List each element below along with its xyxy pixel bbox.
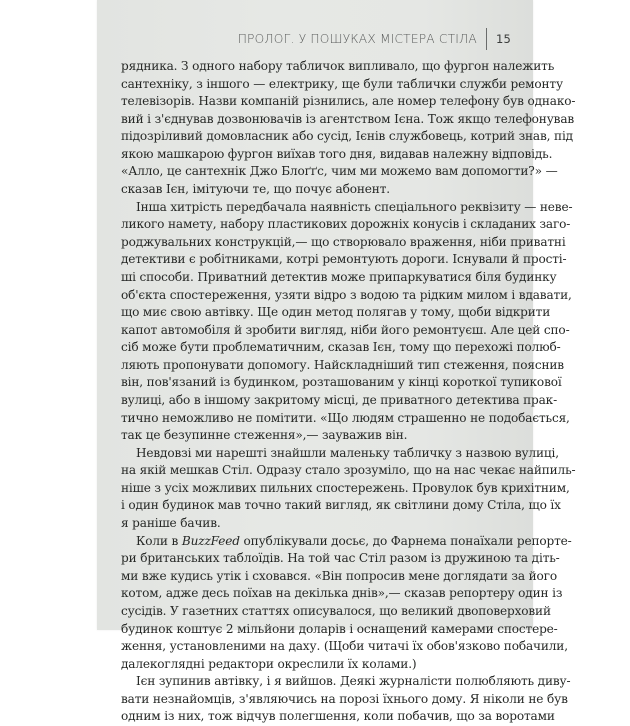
text-line: Інша хитрість передбачала наявність спеціального реквізиту — неве- (136, 199, 573, 214)
text-line: він, пов'язаний із будинком, розташованим у кінці короткої тупикової (121, 375, 562, 390)
text-line: на якій мешкав Стіл. Одразу стало зрозуміло, що на нас чекає найпиль- (121, 463, 576, 478)
text-line: сусідів. У газетних статтях описувалося, що великий двоповерховий (121, 603, 551, 618)
paragraph (121, 445, 576, 533)
paragraph (121, 58, 576, 199)
text-line: і один будинок мав точно такий вигляд, як світлини дому Стіла, що їх (121, 498, 561, 513)
text-line: ликого намету, набору пластикових дорожніх конусів і складаних заго- (121, 217, 571, 232)
text-line: Невдовзі ми нарешті знайшли маленьку табличку з назвою вулиці, (136, 445, 559, 460)
text-line: тично неможливо не помітити. «Що людям страшенно не подобається, (121, 410, 570, 425)
text-line (121, 533, 572, 551)
text-line: якою машкарою фургон виїхав того дня, видавав належну відповідь. (121, 146, 553, 161)
text-line: об'єкта спостереження, узяти відро з водою та рідким милом і вдавати, (121, 287, 572, 302)
text-line: підозріливий домовласник або сусід, Ієнів службовець, котрий знав, під (121, 129, 573, 144)
text-line: капот автомобіля й зробити вигляд, ніби його ремонтуєш. Але цей спо- (121, 322, 570, 337)
text-span: опублікували досьє, до Фарнема понаїхали репорте- (239, 533, 572, 548)
page-number: 15 (495, 32, 511, 46)
text-line: детективи є робітниками, котрі ремонтують дороги. Існували й прості- (121, 252, 567, 267)
text-line: далекоглядні редактори окреслили їх колами.) (121, 656, 417, 671)
body-text (121, 58, 576, 726)
text-line: вулиці, або в іншому закритому місці, де приватного детектива прак- (121, 392, 558, 407)
text-line: ми вже кудись утік і сховався. «Він попросив мене доглядати за його (121, 568, 557, 583)
text-line: що миє свою автівку. Ще один метод полягав у тому, щоби відкрити (121, 305, 551, 320)
text-line: одним із них, тож відчув полегшення, коли побачив, що за воротами (121, 709, 555, 724)
text-span: Коли в (136, 533, 182, 548)
text-line: рядника. З одного набору табличок випливало, що фургон належить (121, 59, 555, 73)
text-line: вати незнайомців, з'являючись на порозі їхнього дому. Я ніколи не був (121, 691, 568, 706)
running-head (238, 27, 511, 51)
text-line: роджувальних конструкцій,— що створювало враження, ніби приватні (121, 234, 566, 249)
paragraph (121, 673, 571, 726)
chapter-title: ПРОЛОГ. У ПОШУКАХ МІСТЕРА СТІЛА (237, 32, 477, 46)
publication-name: BuzzFeed (181, 533, 240, 548)
text-line: будинок коштує 2 мільйони доларів і оснащений камерами спостере- (121, 621, 558, 636)
text-line: котом, адже десь поїхав на декілька днів»,— сказав репортеру один із (121, 586, 563, 601)
header-divider (486, 28, 487, 50)
text-line: ження, установленими на даху. (Щоби читачі їх обов'язково побачили, (121, 639, 568, 654)
text-line: «Алло, це сантехнік Джо Блоґґс, чим ми можемо вам допомогти?» — (121, 164, 558, 179)
text-line: сантехніку, з іншого — електрику, ще були таблички служби ремонту (121, 76, 563, 91)
book-page (97, 0, 576, 724)
text-line: Ієн зупинив автівку, і я вийшов. Деякі журналісти полюбляють диву- (136, 674, 571, 689)
paragraph (121, 199, 573, 445)
text-line: вий і з'єднував дозвонювачів із агентством Ієна. Тож якщо телефонував (121, 111, 575, 126)
text-line: сказав Ієн, імітуючи те, що почує абонент. (121, 182, 390, 197)
text-line: так це безупинне стеження»,— зауважив він. (121, 428, 408, 443)
text-line: ляють пропонувати допомогу. Найскладніший тип стеження, пояснив (121, 357, 564, 372)
text-line: ри британських таблоїдів. На той час Стіл разом із дружиною та діть- (121, 551, 560, 566)
text-line: сіб може бути проблематичним, сказав Ієн, тому що перехожі полюб- (121, 340, 561, 355)
text-line: я раніше бачив. (121, 516, 221, 531)
text-line: ніше з усіх можливих пильних спостережень. Провулок був крихітним, (121, 480, 570, 495)
text-line: телевізорів. Назви компаній різнились, але номер телефону був однако- (121, 94, 576, 109)
text-line: ші способи. Приватний детектив може припаркуватися біля будинку (121, 269, 557, 284)
paragraph (121, 533, 572, 674)
